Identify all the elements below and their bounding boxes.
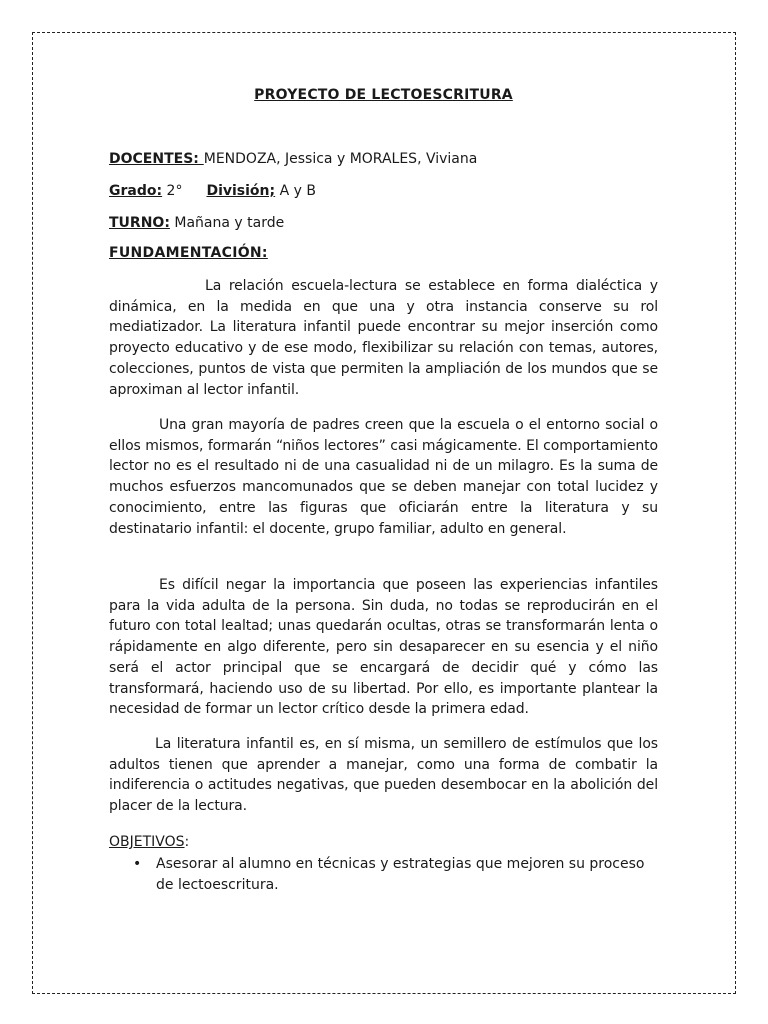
list-item xyxy=(131,854,651,896)
fundamentacion-heading: FUNDAMENTACIÓN: xyxy=(109,245,268,261)
docentes-line xyxy=(109,151,477,167)
objetivos-list xyxy=(131,854,651,896)
objetivos-label: OBJETIVOS xyxy=(109,834,185,850)
grado-line xyxy=(109,183,316,199)
turno-value: Mañana y tarde xyxy=(169,215,285,231)
paragraph-2: Una gran mayoría de padres creen que la escuela o el entorno social o ellos mismos, formarán “niños lectores” casi mágicamente. El comportamiento lector no es el resultado ni de una casualidad ni de un milagro. Es la suma de muchos esfuerzos mancomunados que se deben manejar con total lucidez y conocimiento, entre las figuras que oficiarán entre la literatura y su destinatario infantil: el docente, grupo familiar, adulto en general. xyxy=(109,417,658,537)
division-value: A y B xyxy=(275,183,316,199)
grado-value: 2° xyxy=(162,183,183,199)
paragraph-4: La literatura infantil es, en sí misma, un semillero de estímulos que los adultos tienen que aprender a manejar, como una forma de combatir la indiferencia o actitudes negativas, que pueden desembocar en la abolición del placer de la lectura. xyxy=(109,736,658,815)
bullet-icon: • xyxy=(133,856,142,872)
docentes-label: DOCENTES: xyxy=(109,151,204,167)
turno-label: TURNO: xyxy=(109,215,170,231)
paragraph-1: La relación escuela-lectura se establece en forma dialéctica y dinámica, en la medida en que una y otra instancia conserve su rol mediatizador. La literatura infantil puede encontrar su mejor inserción como proyecto educativo y de ese modo, flexibilizar su relación con temas, autores, colecciones, puntos de vista que permiten la ampliación de los mundos que se aproximan al lector infantil. xyxy=(109,278,658,398)
objetivos-colon: : xyxy=(184,834,190,850)
objetivo-text: Asesorar al alumno en técnicas y estrategias que mejoren su proceso de lectoescritura. xyxy=(156,856,645,893)
docentes-value: MENDOZA, Jessica y MORALES, Viviana xyxy=(203,151,478,167)
document-title: PROYECTO DE LECTOESCRITURA xyxy=(254,87,513,103)
objetivos-heading xyxy=(109,834,189,850)
turno-line xyxy=(109,215,284,231)
paragraph-3: Es difícil negar la importancia que poseen las experiencias infantiles para la vida adulta de la persona. Sin duda, no todas se reproducirán en el futuro con total lealtad; unas quedarán ocultas, otras se transformarán lenta o rápidamente en algo diferente, pero sin desaparecer en su esencia y el niño será el actor principal que se encargará de decidir qué y cómo las transformará, haciendo uso de su libertad. Por ello, es importante plantear la necesidad de formar un lector crítico desde la primera edad. xyxy=(109,577,658,718)
division-label: División; xyxy=(206,183,276,199)
grado-label: Grado: xyxy=(109,183,163,199)
